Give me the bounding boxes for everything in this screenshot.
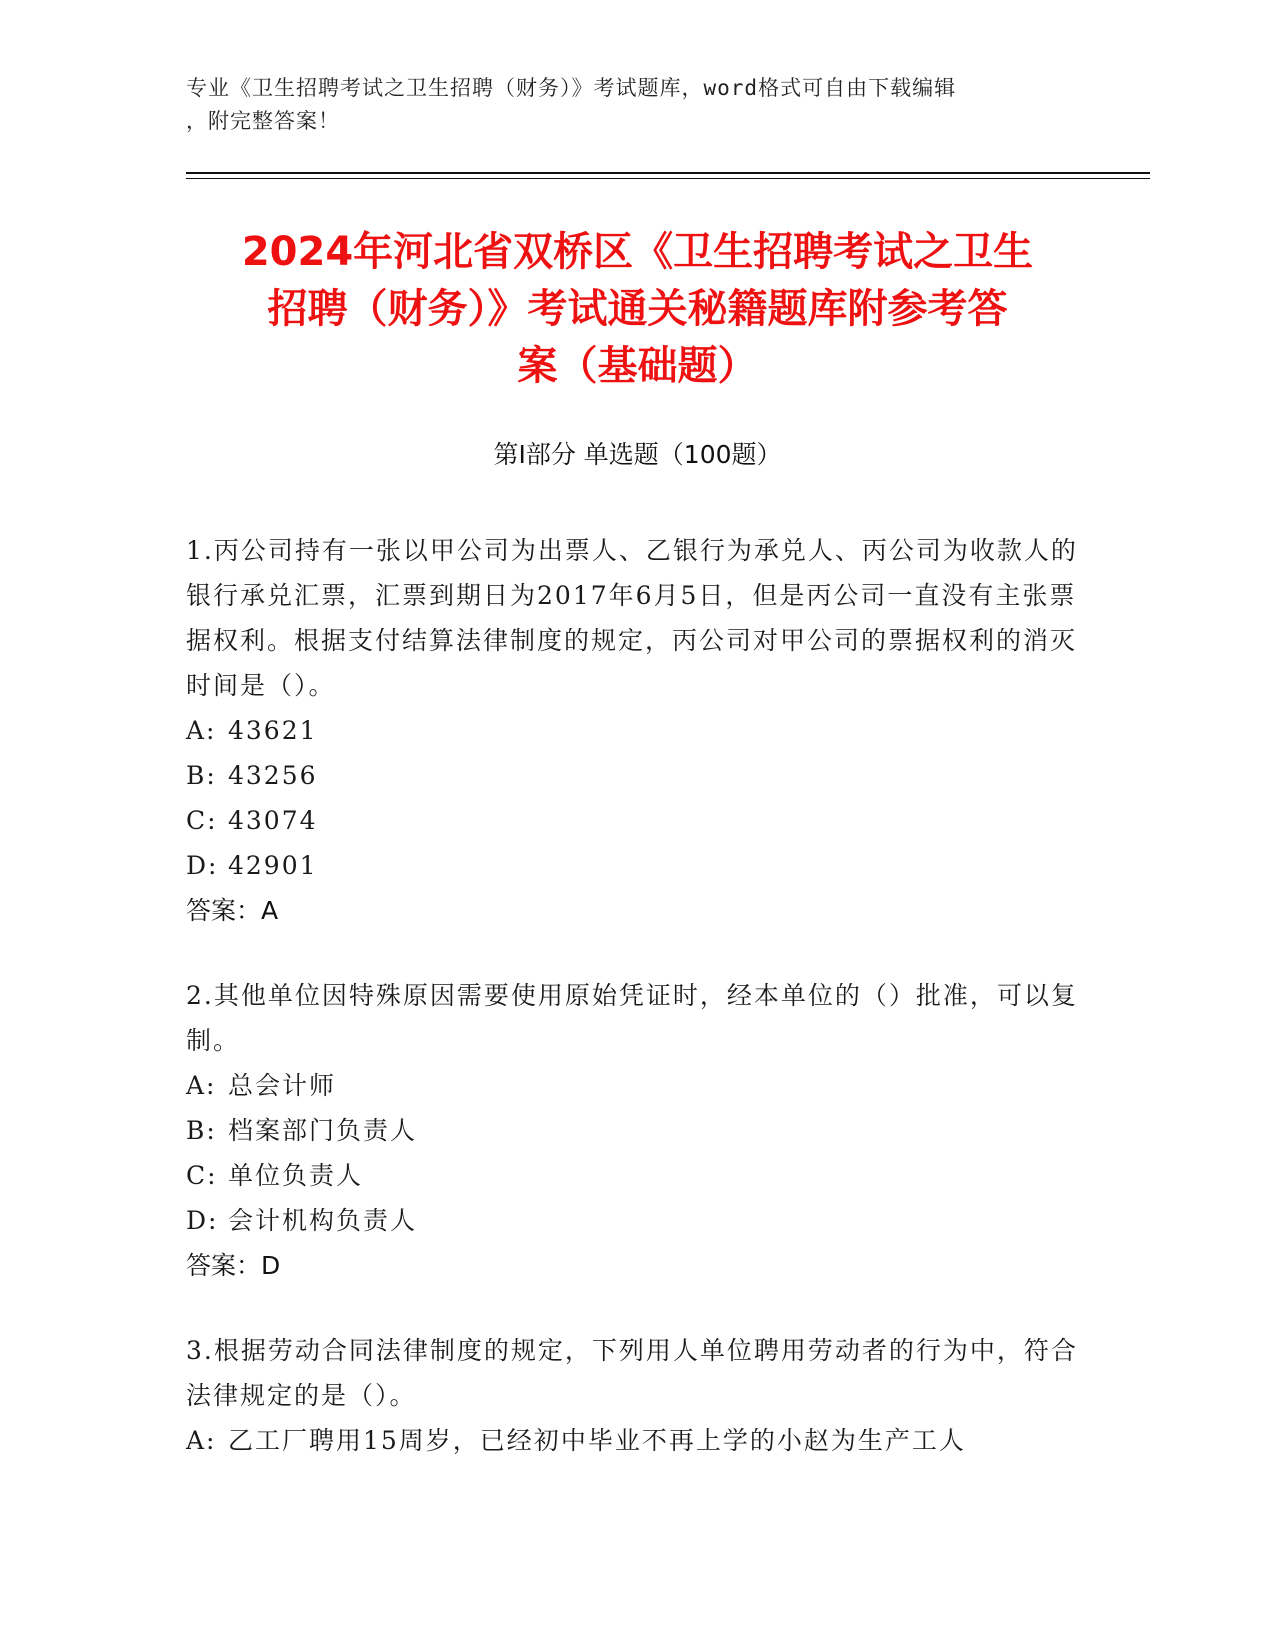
question-text: 1.丙公司持有一张以甲公司为出票人、乙银行为承兑人、丙公司为收款人的银行承兑汇票，汇票到期日为2017年6月5日，但是丙公司一直没有主张票据权利。根据支付结算法律制度的规定，丙公司对甲公司的票据权利的消灭时间是（）。 [186,536,1078,700]
option-text: 单位负责人 [228,1161,364,1190]
header-note [186,72,1086,138]
document-title [150,224,1125,395]
option-text: 42901 [228,851,318,880]
option-b [186,753,1086,798]
option-text: 43074 [228,806,318,835]
option-c [186,798,1086,843]
option-c [186,1153,1086,1198]
option-letter: A: [186,1426,217,1455]
option-a [186,1063,1086,1108]
option-a [186,708,1086,753]
question-3 [186,1328,1086,1463]
header-note-line-1: 专业《卫生招聘考试之卫生招聘（财务）》考试题库，word格式可自由下载编辑 [186,76,957,100]
option-text: 乙工厂聘用15周岁，已经初中毕业不再上学的小赵为生产工人 [228,1426,966,1455]
option-letter: B: [186,761,217,790]
option-text: 43256 [228,761,318,790]
option-d [186,1198,1086,1243]
answer-line: 答案：A [186,896,279,925]
option-b [186,1108,1086,1153]
question-text: 3.根据劳动合同法律制度的规定，下列用人单位聘用劳动者的行为中，符合法律规定的是（）。 [186,1336,1078,1410]
option-d [186,843,1086,888]
option-letter: C: [186,1161,218,1190]
option-text: 43621 [228,716,318,745]
header-note-line-2: ，附完整答案！ [186,109,340,133]
option-letter: D: [186,851,219,880]
question-text: 2.其他单位因特殊原因需要使用原始凭证时，经本单位的（）批准，可以复制。 [186,981,1078,1055]
option-text: 总会计师 [228,1071,337,1100]
document-title-line-1: 2024年河北省双桥区《卫生招聘考试之卫生 [241,229,1034,275]
answer-line: 答案：D [186,1251,281,1280]
option-a [186,1418,1086,1463]
section-heading: 第Ⅰ部分 单选题（100题） [493,440,782,469]
option-letter: A: [186,1071,217,1100]
option-text: 档案部门负责人 [228,1116,418,1145]
header-divider-thin [186,178,1150,179]
option-letter: A: [186,716,217,745]
option-letter: B: [186,1116,217,1145]
document-title-line-3: 案（基础题） [517,343,758,389]
option-text: 会计机构负责人 [228,1206,418,1235]
document-title-line-2: 招聘（财务）》考试通关秘籍题库附参考答 [267,286,1008,332]
question-1 [186,528,1086,933]
option-letter: D: [186,1206,219,1235]
question-list [186,528,1086,1503]
header-divider-thick [186,172,1150,174]
option-letter: C: [186,806,218,835]
question-2 [186,973,1086,1288]
